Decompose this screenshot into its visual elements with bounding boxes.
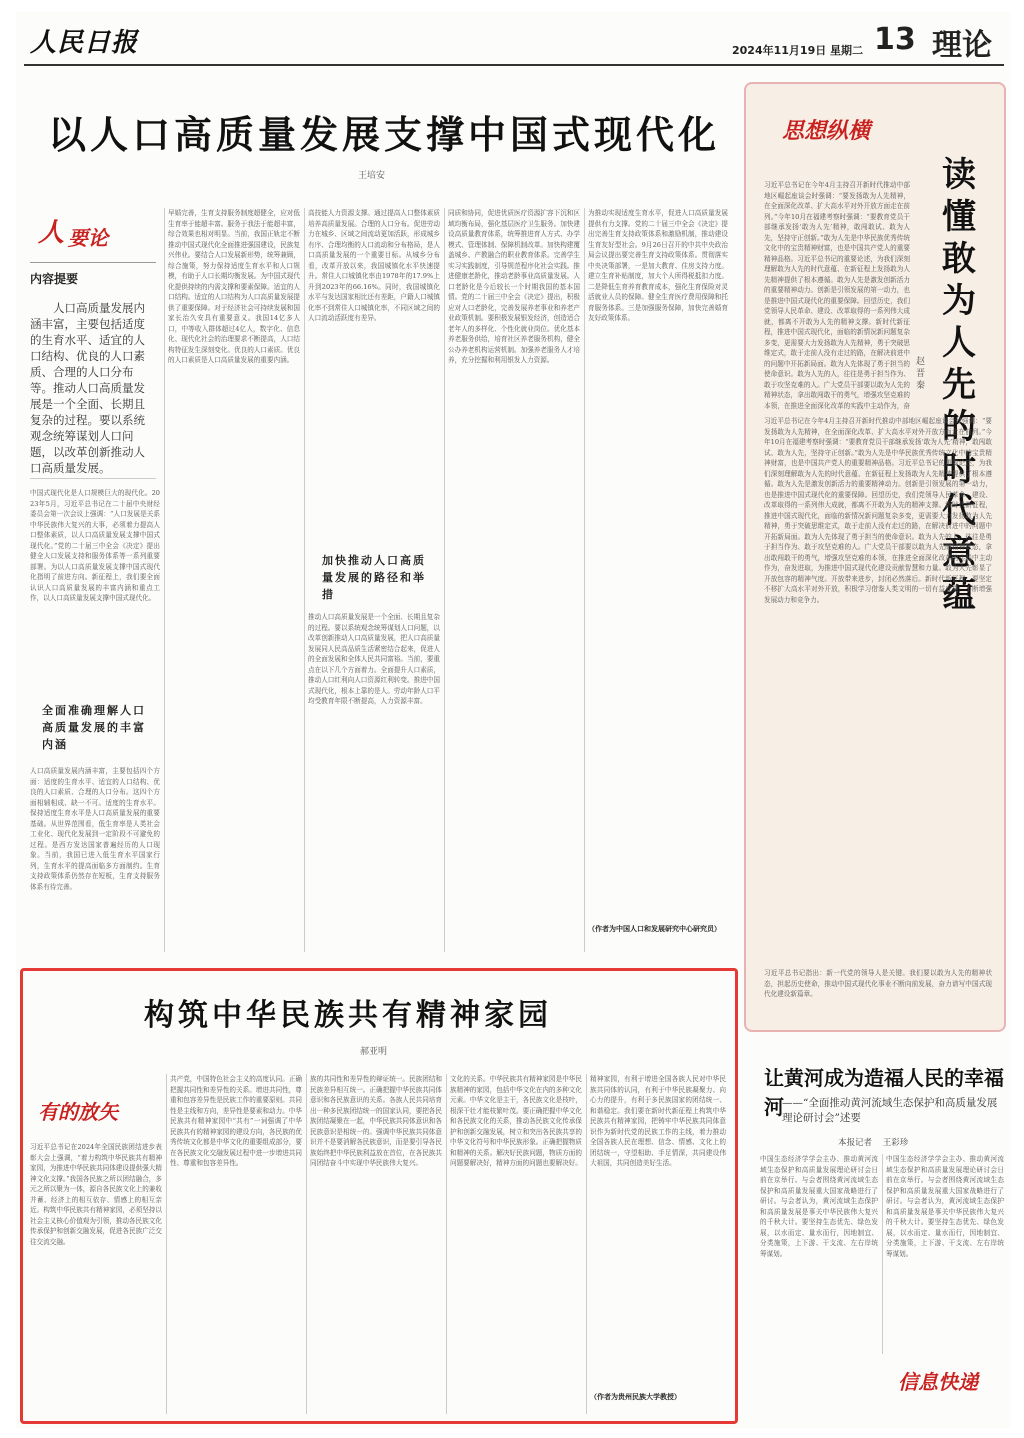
summary-bottom-divider [30, 478, 156, 479]
essay-box [744, 82, 1006, 1032]
article1-col5: 为推动实现适度生育水平，促进人口高质量发展提供有力支撑。党的二十届三中全会《决定》提出完善生育支持政策体系和激励机制，推动建设生育友好型社会。9月26日召开的中共中央政治局会议提出要完善生育支持政策体系。贯彻落实中央决策部署，一是加大教育、住房支持力度。建立生育补贴制度，加大个人所得税抵扣力度。二是降低生育养育教育成本，强化生育保险对灵活就业人员的保障。健全生育医疗费用保障和托育服务体系。三是加强服务保障，加快完善婚育友好政策体系。 [588, 209, 728, 322]
col-divider [444, 208, 445, 952]
summary-title: 内容提要 [30, 272, 79, 286]
article1-col3: 高技能人力资源支撑。通过提高人口整体素质培养高质量发展。合理的人口分布。促进劳动力在城乡、区域之间流动更加活跃，形成城乡有序、合理均衡的人口流动和分布格局，是人口高质量发展的一个重要目标。从城乡分布看，改革开放以来，我国城镇化水平快速提升。常住人口城镇化率由1978年的17.9%上升到2023年的66.16%。同时，我国城镇化水平与发达国家相比还有差距，户籍人口城镇化率不到常住人口城镇化率，不同区域之间的人口流动活跃度有差异。 [308, 209, 440, 322]
article2-headline: 构筑中华民族共有精神家园 [144, 998, 552, 1033]
article1-headline: 以人口高质量发展支撑中国式现代化 [48, 113, 721, 157]
article2-col5: 精神家园，有利于增进全国各族人民对中华民族共同体的认同，有利于中华民族凝聚力、向心力的提升，有利于多民族国家的团结统一、和谐稳定。我们要在新时代新征程上构筑中华民族共有精神家园，把铸牢中华民族共同体意识作为新时代党的民族工作的主线，着力推动全国各族人民在理想、信念、情感、文化上的团结统一，守望相助、手足情深，共同建设伟大祖国，共同创造美好生活。 [590, 1075, 726, 1167]
essay-text-body: 习近平总书记在今年4月主持召开新时代推动中部地区崛起座谈会时强调：“要发扬敢为人先精神，在全面深化改革、扩大高水平对外开放方面走在前列。”今年10月在福建考察时强调：“要教育党员干部继承发扬‘敢为人先’精神，敢闯敢试、敢为人先，坚持守正创新。”敢为人先是中华民族优秀传统文化中的宝贵精神财富，也是中国共产党人的重要精神品格。习近平总书记的重要论述，为我们深刻理解敢为人先的时代意蕴、在新征程上发扬敢为人先精神提供了根本遵循。敢为人先是激发创新活力的重要精神动力。创新是引领发展的第一动力，也是推进中国式现代化的重要保障。回望历史，我们党领导人民革命、建设、改革取得的一系列伟大成就，都离不开敢为人先的精神支撑。新时代新征程，推进中国式现代化，面临的新情况新问题复杂多变，更需要大力发扬敢为人先精神，勇于突破思维定式，敢于走前人没有走过的路，在解决前进中的问题中开拓新局面。敢为人先体现了勇于担当的使命意识。敢为人先的人，往往是勇于担当作为、敢于攻坚克难的人。广大党员干部要以敢为人先的精神状态，拿出敢闯敢干的勇气，增强攻坚克难的本领，在推进全面深化改革的实践中主动作为，奋发进取，为推进中国式现代化建设贡献智慧和力量。敢为人先彰显了开放包容的精神气度。开放带来进步，封闭必然落后。新时代新征程，要坚定不移扩大高水平对外开放，积极学习借鉴人类文明的一切有益成果，不断增强发展动力和竞争力。 [764, 417, 992, 604]
col-divider [166, 1074, 167, 1414]
col-divider [446, 1074, 447, 1414]
col-divider [586, 1074, 587, 1414]
article1-author-note: （作者为中国人口和发展研究中心研究员） [588, 924, 721, 933]
masthead [24, 20, 1004, 66]
side-article-col2: 中国生态经济学学会主办、推动黄河流域生态保护和高质量发展理论研讨会日前在京举行。与会者围绕黄河流域生态保护和高质量发展重大国家战略进行了研讨。与会者认为，黄河流域生态保护和高质量发展是事关中华民族伟大复兴的千秋大计。要坚持生态优先、绿色发展，以水而定、量水而行，因地制宜、分类施策，上下游、干支流、左右岸统筹谋划。 [886, 1155, 1004, 1258]
article1-col1b: 人口高质量发展内涵丰富，主要包括四个方面：适度的生育水平、适宜的人口结构、优良的人口素质、合理的人口分布。这四个方面相辅相成、缺一不可。适度的生育水平。保持适度生育水平是人口高质量发展的重要基础。从世界范围看，低生育率是人类社会工业化、现代化发展到一定阶段不可避免的过程。是西方发达国家普遍经历的人口现象。当前，我国已进入低生育水平国家行列，生育水平的提高面临多方面制约。生育支持政策体系仍然存在短板，生育支持服务体系有待完善。 [30, 767, 160, 891]
newspaper-logo: 人民日报 [30, 28, 139, 58]
col-divider [164, 208, 165, 952]
col-divider [584, 208, 585, 952]
issue-date: 2024年11月19日 星期二 [732, 44, 864, 57]
page-number: 13 [874, 22, 916, 57]
essay-title: 读懂敢为人先的时代意蕴 [942, 155, 976, 615]
article1-column-label: 要论 [68, 226, 108, 250]
col-divider [304, 208, 305, 952]
article1-author: 王培安 [358, 171, 386, 181]
article1-col4: 同质和协同，促进优质医疗资源扩容下沉和区域均衡布局，强化基层医疗卫生服务。加快建设高质量教育体系，统筹推进育人方式、办学模式、管理体制、保障机制改革。加快构建覆盖城乡、产教融合的职业教育体系。完善学生实习实践制度，引导规范程序化社会实践。推进健康老龄化，推动老龄事业高质量发展。人口老龄化是今后较长一个时期我国的基本国情。党的二十届三中全会《决定》提出，积极应对人口老龄化，完善发展养老事业和养老产业政策机制。要积极发展银发经济，创造适合老年人的多样化、个性化就业岗位。优化基本养老服务供给，培育社区养老服务机构，健全公办养老机构运营机制。加强养老服务人才培养，充分挖掘和利用银发人力资源。 [448, 209, 580, 364]
article1-col3b: 推动人口高质量发展是一个全面、长期且复杂的过程。要以系统观念统筹谋划人口问题，以改革创新推动人口高质量发展，把人口高质量发展同人民高品质生活紧密结合起来，促进人的全面发展和全体人民共同富裕。当前，要重点在以下几个方面着力。全面提升人口素质，推动人口红利向人口资源红利转变。推进中国式现代化，根本上靠的是人。劳动年龄人口平均受教育年限不断提高，人力资源丰富。 [308, 613, 440, 705]
article2-col2: 共产党，中国特色社会主义的高度认同。正确把握共同性和差异性的关系。增进共同性，尊重和包容差异性是民族工作的重要原则。共同性是主线和方向，差异性是要素和动力。中华民族共有精神家园中“共有”一词强调了中华民族共有的精神家园的建设方向，各民族的优秀传统文化都是中华文化的重要组成部分，要在各民族文化交融发展过程中进一步增进共同性、尊重和包容差异性。 [170, 1075, 302, 1167]
people-logo-icon: 人 [38, 218, 65, 248]
article2-author: 郝亚明 [360, 1047, 388, 1057]
quick-news-label: 信息快递 [898, 1370, 978, 1394]
essay-column-label: 思想纵横 [782, 119, 871, 144]
article1-col2: 早婚完善，生育支持服务制度超健全，应对低生育率于能超丰富。服务于我法于能超丰富，综合效果也相对明显。当前，我国正轨定不断推动中国式现代化全面推进强国建设，民族复兴伟业。要结合人口发展新形势，统筹兼顾，综合施策，努力保持适度生育水平和人口规模，有助于人口长期均衡发展。为中国式现代化提供持续的内需支撑和要素保障。适宜的人口结构。适宜的人口结构为人口高质量发展提供了重要保障。对于经济社会可持续发展和国家长治久安具有重要意义。我国14亿多人口，中等收入群体超过4亿人，数字化、信息化、现代化社会的治理要求不断提高，人口结构特征发生深刻变化。优良的人口素质。优良的人口素质是人口高质量发展的重要内涵。 [168, 209, 300, 364]
summary-divider [30, 262, 156, 263]
newspaper-page [16, 12, 1010, 1428]
article1-subhead2: 加快推动人口高质量发展的路径和举措 [322, 554, 426, 601]
col-divider [882, 1154, 883, 1354]
essay-text-end: 习近平总书记指出：新一代党的领导人是关键。我们要以敢为人先的精神状态，担起历史使命，推动中国式现代化事业不断向前发展，奋力谱写中国式现代化建设新篇章。 [764, 969, 992, 998]
side-article-subtitle: ——“全面推动黄河流域生态保护和高质量发展理论研讨会”述要 [782, 1097, 998, 1124]
side-article-col1: 中国生态经济学学会主办、推动黄河流域生态保护和高质量发展理论研讨会日前在京举行。与会者围绕黄河流域生态保护和高质量发展重大国家战略进行了研讨。与会者认为，黄河流域生态保护和高质量发展是事关中华民族伟大复兴的千秋大计。要坚持生态优先、绿色发展，以水而定、量水而行，因地制宜、分类施策，上下游、干支流、左右岸统筹谋划。 [760, 1155, 878, 1258]
essay-author: 赵晋秦 [916, 357, 926, 391]
side-article-headline: 让黄河成为造福人民的幸福河 [764, 1066, 1004, 1119]
article1-subhead1: 全面准确理解人口高质量发展的丰富内涵 [42, 704, 146, 751]
col-divider [306, 1074, 307, 1414]
article2-author-note: （作者为贵州民族大学教授） [590, 1392, 681, 1401]
article2-col4: 文化的关系。中华民族共有精神家园是中华民族精神的家园，包括中华文化在内的多种文化元素。中华文化是主干，各民族文化是枝叶，根深干壮才能枝繁叶茂。要正确把握中华文化和各民族文化的关系，推动各民族文化传承保护和创新交融发展，树立和突出各民族共享的中华文化符号和中华民族形象。正确把握物质和精神的关系。解决好民族问题，物质方面的问题要解决好，精神方面的问题也要解决好。 [450, 1075, 582, 1167]
article1-intro: 中国式现代化是人口规模巨大的现代化。2023年5月，习近平总书记在二十届中央财经委员会第一次会议上强调：“人口发展是关系中华民族伟大复兴的大事，必须着力提高人口整体素质，以人口高质量发展支撑中国式现代化。”党的二十届三中全会《决定》提出健全人口发展支持和服务体系等一系列重要部署。为以人口高质量发展支撑中国式现代化指明了前进方向。新征程上，我们要全面认识人口高质量发展的丰富内涵和重点工作，以人口高质量发展支撑中国式现代化。 [30, 489, 160, 602]
page-section-name: 理论 [932, 28, 992, 63]
summary-text: 人口高质量发展内涵丰富，主要包括适度的生育水平、适宜的人口结构、优良的人口素质、合理的人口分布等。推动人口高质量发展是一个全面、长期且复杂的过程。要以系统观念统筹谋划人口问题，以改革创新推动人口高质量发展。 [30, 301, 145, 475]
article2-column-label: 有的放矢 [38, 1100, 118, 1124]
side-article-author: 本报记者 王彩珍 [838, 1138, 909, 1148]
essay-text-top: 习近平总书记在今年4月主持召开新时代推动中部地区崛起座谈会时强调：“要发扬敢为人先精神，在全面深化改革、扩大高水平对外开放方面走在前列。”今年10月在福建考察时强调：“要教育党员干部继承发扬‘敢为人先’精神，敢闯敢试、敢为人先，坚持守正创新。”敢为人先是中华民族优秀传统文化中的宝贵精神财富，也是中国共产党人的重要精神品格。习近平总书记的重要论述，为我们深刻理解敢为人先的时代意蕴、在新征程上发扬敢为人先精神提供了根本遵循。敢为人先是激发创新活力的重要精神动力。创新是引领发展的第一动力，也是推进中国式现代化的重要保障。回望历史，我们党领导人民革命、建设、改革取得的一系列伟大成就，都离不开敢为人先的精神支撑。新时代新征程，推进中国式现代化，面临的新情况新问题复杂多变，更需要大力发扬敢为人先精神，勇于突破思维定式，敢于走前人没有走过的路，在解决前进中的问题中开拓新局面。敢为人先体现了勇于担当的使命意识。敢为人先的人，往往是勇于担当作为、敢于攻坚克难的人。广大党员干部要以敢为人先的精神状态，拿出敢闯敢干的勇气，增强攻坚克难的本领，在推进全面深化改革的实践中主动作为，奋 [764, 181, 910, 410]
article2-col3: 族的共同性和差异性的辩证统一。民族团结和民族差异相互统一。正确把握中华民族共同体意识和各民族意识的关系。各族人民共同培育出一种多民族团结统一的国家认同，要把各民族团结凝聚在一起，中华民族共同体意识和各民族意识是相统一的。强调中华民族共同体意识并不是要消解各民族意识，而是要引导各民族始终把中华民族利益放在首位，在各民族共同团结奋斗中实现中华民族伟大复兴。 [310, 1075, 442, 1167]
article2-col1: 习近平总书记在2024年全国民族团结进步表彰大会上强调，“着力构筑中华民族共有精神家园，为推进中华民族共同体建设提供强大精神文化支撑。”我国各民族之所以团结融合，多元之所以聚为一体，源自各民族文化上的兼收并蓄、经济上的相互依存、情感上的相互亲近。构筑中华民族共有精神家园，必须坚持以社会主义核心价值观为引领，推动各民族文化传承保护和创新交融发展，促进各民族广泛交往交流交融。 [30, 1143, 162, 1246]
